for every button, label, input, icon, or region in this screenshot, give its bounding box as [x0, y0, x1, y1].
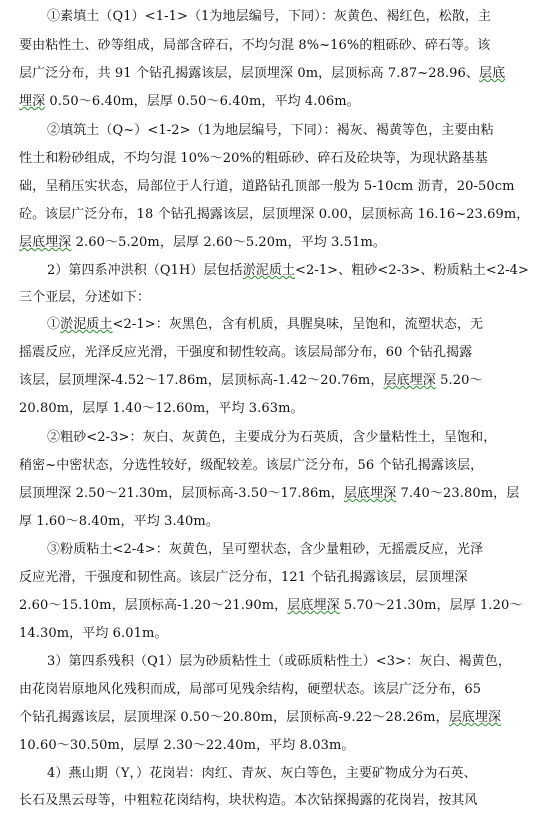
text-line [19, 786, 478, 816]
text-segment: 砼。该层广泛分布，18 个钻孔揭露该层，层顶埋深 0.00，层顶标高 16.16~23.69m， [19, 207, 530, 222]
text-line [19, 394, 304, 424]
text-segment: 2.60～5.20m，层厚 2.60～5.20m，平均 3.51m。 [71, 235, 387, 250]
text-line [19, 366, 483, 396]
text-segment: 5.70～21.30m，层厚 1.20～ [339, 598, 523, 613]
text-segment: 10.60～30.50m，层厚 2.30～22.40m，平均 8.03m。 [19, 738, 355, 753]
text-line [19, 563, 468, 593]
text-segment: ① [47, 317, 61, 332]
text-line [19, 619, 168, 649]
text-line [47, 647, 511, 677]
text-segment: ①素填土（Q1）<1-1>（1为地层编号，下同）：灰黄色、褐红色，松散，主 [47, 9, 492, 24]
text-segment: 层顶埋深 2.50～21.30m，层顶标高-3.50～17.86m， [19, 486, 344, 501]
text-segment: 3）第四系残积（Q1）层为砂质粘性土（或砾质粘性土）<3>：灰白、褐黄色， [47, 654, 511, 669]
text-segment: 7.40～23.80m，层 [396, 486, 520, 501]
flagged-term: 淤泥质土 [242, 263, 296, 278]
text-segment: 长石及黑云母等，中粗粒花岗结构，块状构造。本次钻探揭露的花岗岩，按其风 [19, 793, 478, 808]
text-segment: 个钻孔揭露该层，层顶埋深 0.50～20.80m，层顶标高-9.22～28.26m， [19, 710, 449, 725]
text-line [47, 116, 494, 146]
text-line [19, 479, 519, 509]
text-segment: 14.30m，平均 6.01m。 [19, 626, 168, 641]
flagged-term: 层底埋深 [287, 598, 340, 613]
text-line [19, 338, 472, 368]
flagged-term: 层底埋深 [19, 235, 72, 250]
text-segment: 厚 1.60～8.40m，平均 3.40m。 [19, 514, 219, 529]
text-line [47, 423, 496, 453]
text-segment: ②粗砂<2-3>：灰白、灰黄色，主要成分为石英质，含少量粘性土，呈饱和， [47, 430, 497, 445]
text-segment: ③粉质粘土<2-4>：灰黄色，呈可塑状态，含少量粗砂，无摇震反应，光泽 [47, 542, 484, 557]
text-line [19, 591, 523, 621]
text-line [19, 675, 481, 705]
text-line [19, 507, 219, 537]
text-line [19, 731, 355, 761]
text-segment: 稍密~中密状态，分选性较好，级配较差。该层广泛分布，56 个钻孔揭露该层， [19, 458, 484, 473]
text-line [47, 256, 529, 286]
text-line [19, 59, 505, 89]
text-segment: 反应光滑，干强度和韧性高。该层广泛分布，121 个钻孔揭露该层，层顶埋深 [19, 570, 468, 585]
text-segment: ②填筑土（Q~）<1-2>（1为地层编号，下同）：褐灰、褐黄等色，主要由粘 [47, 123, 494, 138]
text-segment: <2-1>：灰黑色，含有机质，具腥臭味，呈饱和，流塑状态，无 [112, 317, 484, 332]
text-segment: 2）第四系冲洪积（Q1H）层包括 [47, 263, 243, 278]
text-segment: 摇震反应，光泽反应光滑，干强度和韧性较高。该层局部分布，60 个钻孔揭露 [19, 345, 473, 360]
text-segment: 5.20～ [435, 373, 483, 388]
text-segment: 4）燕山期（Y，）花岗岩：肉红、青灰、灰白等色，主要矿物成分为石英、 [47, 766, 477, 781]
text-line [47, 310, 483, 340]
text-segment: 由花岗岩原地风化残积而成，局部可见残余结构，硬塑状态。该层广泛分布，65 [19, 682, 482, 697]
text-line [19, 283, 150, 313]
text-segment: 该层，层顶埋深-4.52～17.86m，层顶标高-1.42～20.76m， [19, 373, 384, 388]
text-line [19, 200, 529, 230]
text-line [47, 2, 491, 32]
text-segment: 0.50～6.40m，层厚 0.50～6.40m，平均 4.06m。 [45, 94, 360, 109]
text-line [19, 87, 360, 117]
text-segment: 础，呈稍压实状态，局部位于人行道，道路钻孔顶部一般为 5-10cm 沥青，20-50cm [19, 179, 515, 194]
text-line [19, 144, 488, 174]
text-line [47, 535, 483, 565]
text-segment: 20.80m，层厚 1.40～12.60m，平均 3.63m。 [19, 401, 304, 416]
flagged-term: 层底 [479, 66, 506, 81]
text-segment: 三个亚层，分述如下： [19, 290, 151, 305]
flagged-term: 层底埋深 [343, 486, 397, 501]
text-segment: 性土和粉砂组成，不均匀混 10%～20%的粗砾砂、碎石及砼块等，为现状路基基 [19, 151, 488, 166]
text-line [19, 703, 501, 733]
text-line [47, 759, 477, 789]
text-line [19, 172, 515, 202]
flagged-term: 层底埋深 [383, 373, 436, 388]
text-segment: 要由粘性土、砂等组成，局部含碎石，不均匀混 8%~16%的粗砾砂、碎石等。该 [19, 38, 491, 53]
text-segment: <2-1>、粗砂<2-3>、粉质粘土<2-4> [295, 263, 530, 278]
text-segment: 2.60～15.10m，层顶标高-1.20～21.90m， [19, 598, 288, 613]
text-segment: 层广泛分布，共 91 个钻孔揭露该层，层顶埋深 0m，层顶标高 7.87~28.96、 [19, 66, 480, 81]
flagged-term: 淤泥质土 [60, 317, 113, 332]
flagged-term: 层底埋深 [448, 710, 502, 725]
text-line [19, 31, 490, 61]
text-line [19, 228, 386, 258]
text-line [19, 451, 483, 481]
flagged-term: 埋深 [19, 94, 46, 109]
